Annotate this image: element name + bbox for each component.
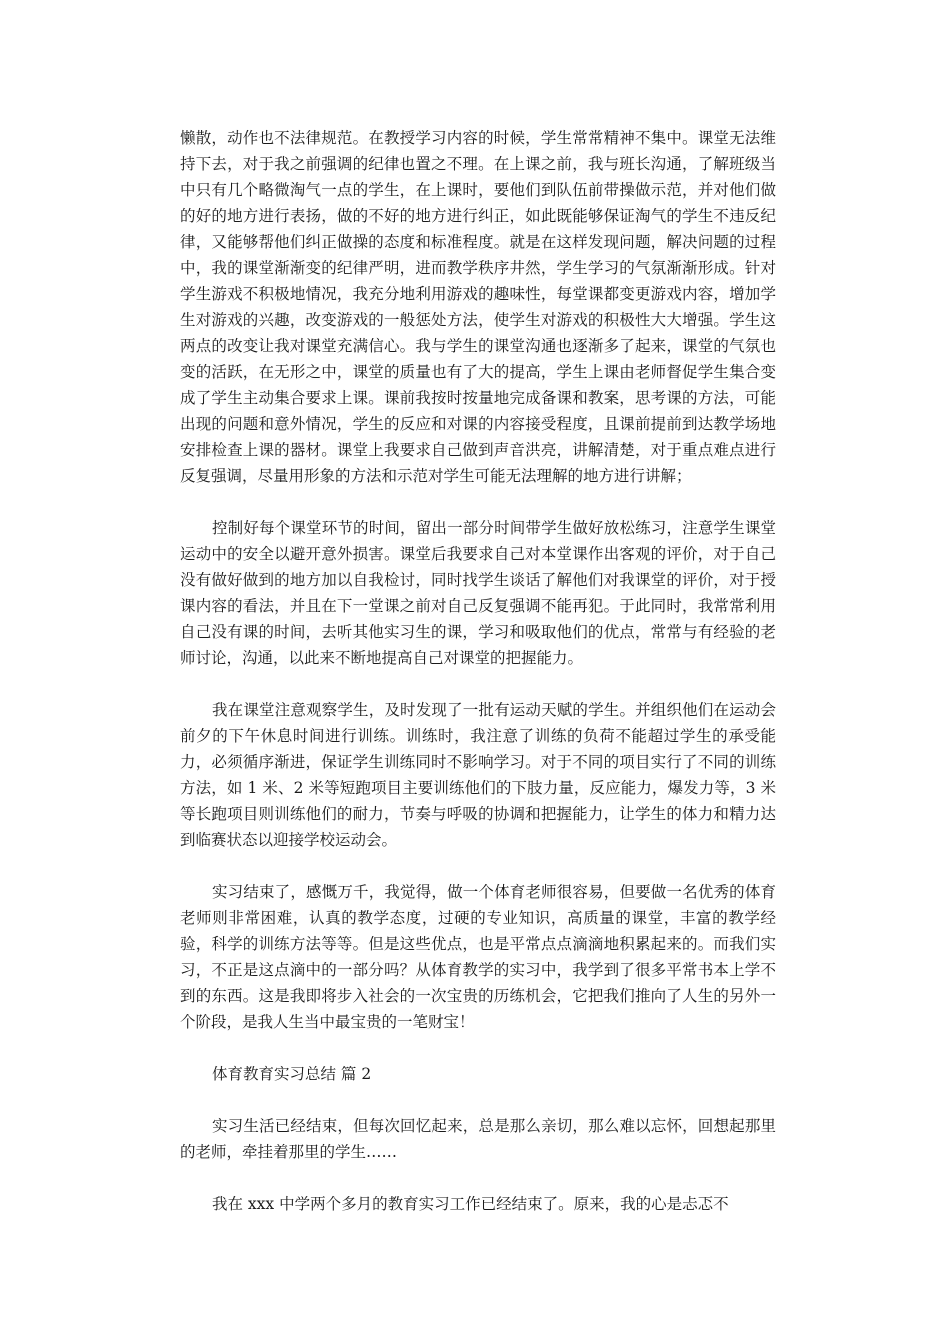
document-page bbox=[180, 125, 776, 1243]
paragraph-1: 懒散，动作也不法律规范。在教授学习内容的时候，学生常常精神不集中。课堂无法维持下去，对于我之前强调的纪律也置之不理。在上课之前，我与班长沟通，了解班级当中只有几个略微淘气一点的学生，在上课时，要他们到队伍前带操做示范，并对他们做的好的地方进行表扬，做的不好的地方进行纠正，如此既能够保证淘气的学生不违反纪律，又能够帮他们纠正做操的态度和标准程度。就是在这样发现问题，解决问题的过程中，我的课堂渐渐变的纪律严明，进而教学秩序井然，学生学习的气氛渐渐形成。针对学生游戏不积极地情况，我充分地利用游戏的趣味性，每堂课都变更游戏内容，增加学生对游戏的兴趣，改变游戏的一般惩处方法，使学生对游戏的积极性大大增强。学生这两点的改变让我对课堂充满信心。我与学生的课堂沟通也逐渐多了起来，课堂的气氛也变的活跃，在无形之中，课堂的质量也有了大的提高，学生上课由老师督促学生集合变成了学生主动集合要求上课。课前我按时按量地完成备课和教案，思考课的方法，可能出现的问题和意外情况，学生的反应和对课的内容接受程度，且课前提前到达教学场地安排检查上课的器材。课堂上我要求自己做到声音洪亮，讲解清楚，对于重点难点进行反复强调，尽量用形象的方法和示范对学生可能无法理解的地方进行讲解； bbox=[180, 129, 776, 485]
paragraph-4: 实习结束了，感慨万千，我觉得，做一个体育老师很容易，但要做一名优秀的体育老师则非常困难，认真的教学态度，过硬的专业知识，高质量的课堂，丰富的教学经验，科学的训练方法等等。但是这些优点，也是平常点点滴滴地积累起来的。而我们实习，不正是这点滴中的一部分吗？从体育教学的实习中，我学到了很多平常书本上学不到的东西。这是我即将步入社会的一次宝贵的历练机会，它把我们推向了人生的另外一个阶段，是我人生当中最宝贵的一笔财宝！ bbox=[180, 883, 776, 1031]
paragraph-2: 控制好每个课堂环节的时间，留出一部分时间带学生做好放松练习，注意学生课堂运动中的安全以避开意外损害。课堂后我要求自己对本堂课作出客观的评价，对于自己没有做好做到的地方加以自我检讨，同时找学生谈话了解他们对我课堂的评价，对于授课内容的看法，并且在下一堂课之前对自己反复强调不能再犯。于此同时，我常常利用自己没有课的时间，去听其他实习生的课，学习和吸取他们的优点，常常与有经验的老师讨论，沟通，以此来不断地提高自己对课堂的把握能力。 bbox=[180, 519, 776, 667]
paragraph-6: 我在 xxx 中学两个多月的教育实习工作已经结束了。原来，我的心是忐忑不 bbox=[212, 1195, 729, 1213]
paragraph-5: 实习生活已经结束，但每次回忆起来，总是那么亲切，那么难以忘怀，回想起那里的老师，牵挂着那里的学生…… bbox=[180, 1117, 776, 1161]
paragraph-3: 我在课堂注意观察学生，及时发现了一批有运动天赋的学生。并组织他们在运动会前夕的下午休息时间进行训练。训练时，我注意了训练的负荷不能超过学生的承受能力，必须循序渐进，保证学生训练同时不影响学习。对于不同的项目实行了不同的训练方法，如 1 米、2 米等短跑项目主要训练他们的下肢力量，反应能力，爆发力等，3 米等长跑项目则训练他们的耐力，节奏与呼吸的协调和把握能力，让学生的体力和精力达到临赛状态以迎接学校运动会。 bbox=[180, 701, 776, 849]
section-heading: 体育教育实习总结 篇 2 bbox=[212, 1065, 372, 1083]
